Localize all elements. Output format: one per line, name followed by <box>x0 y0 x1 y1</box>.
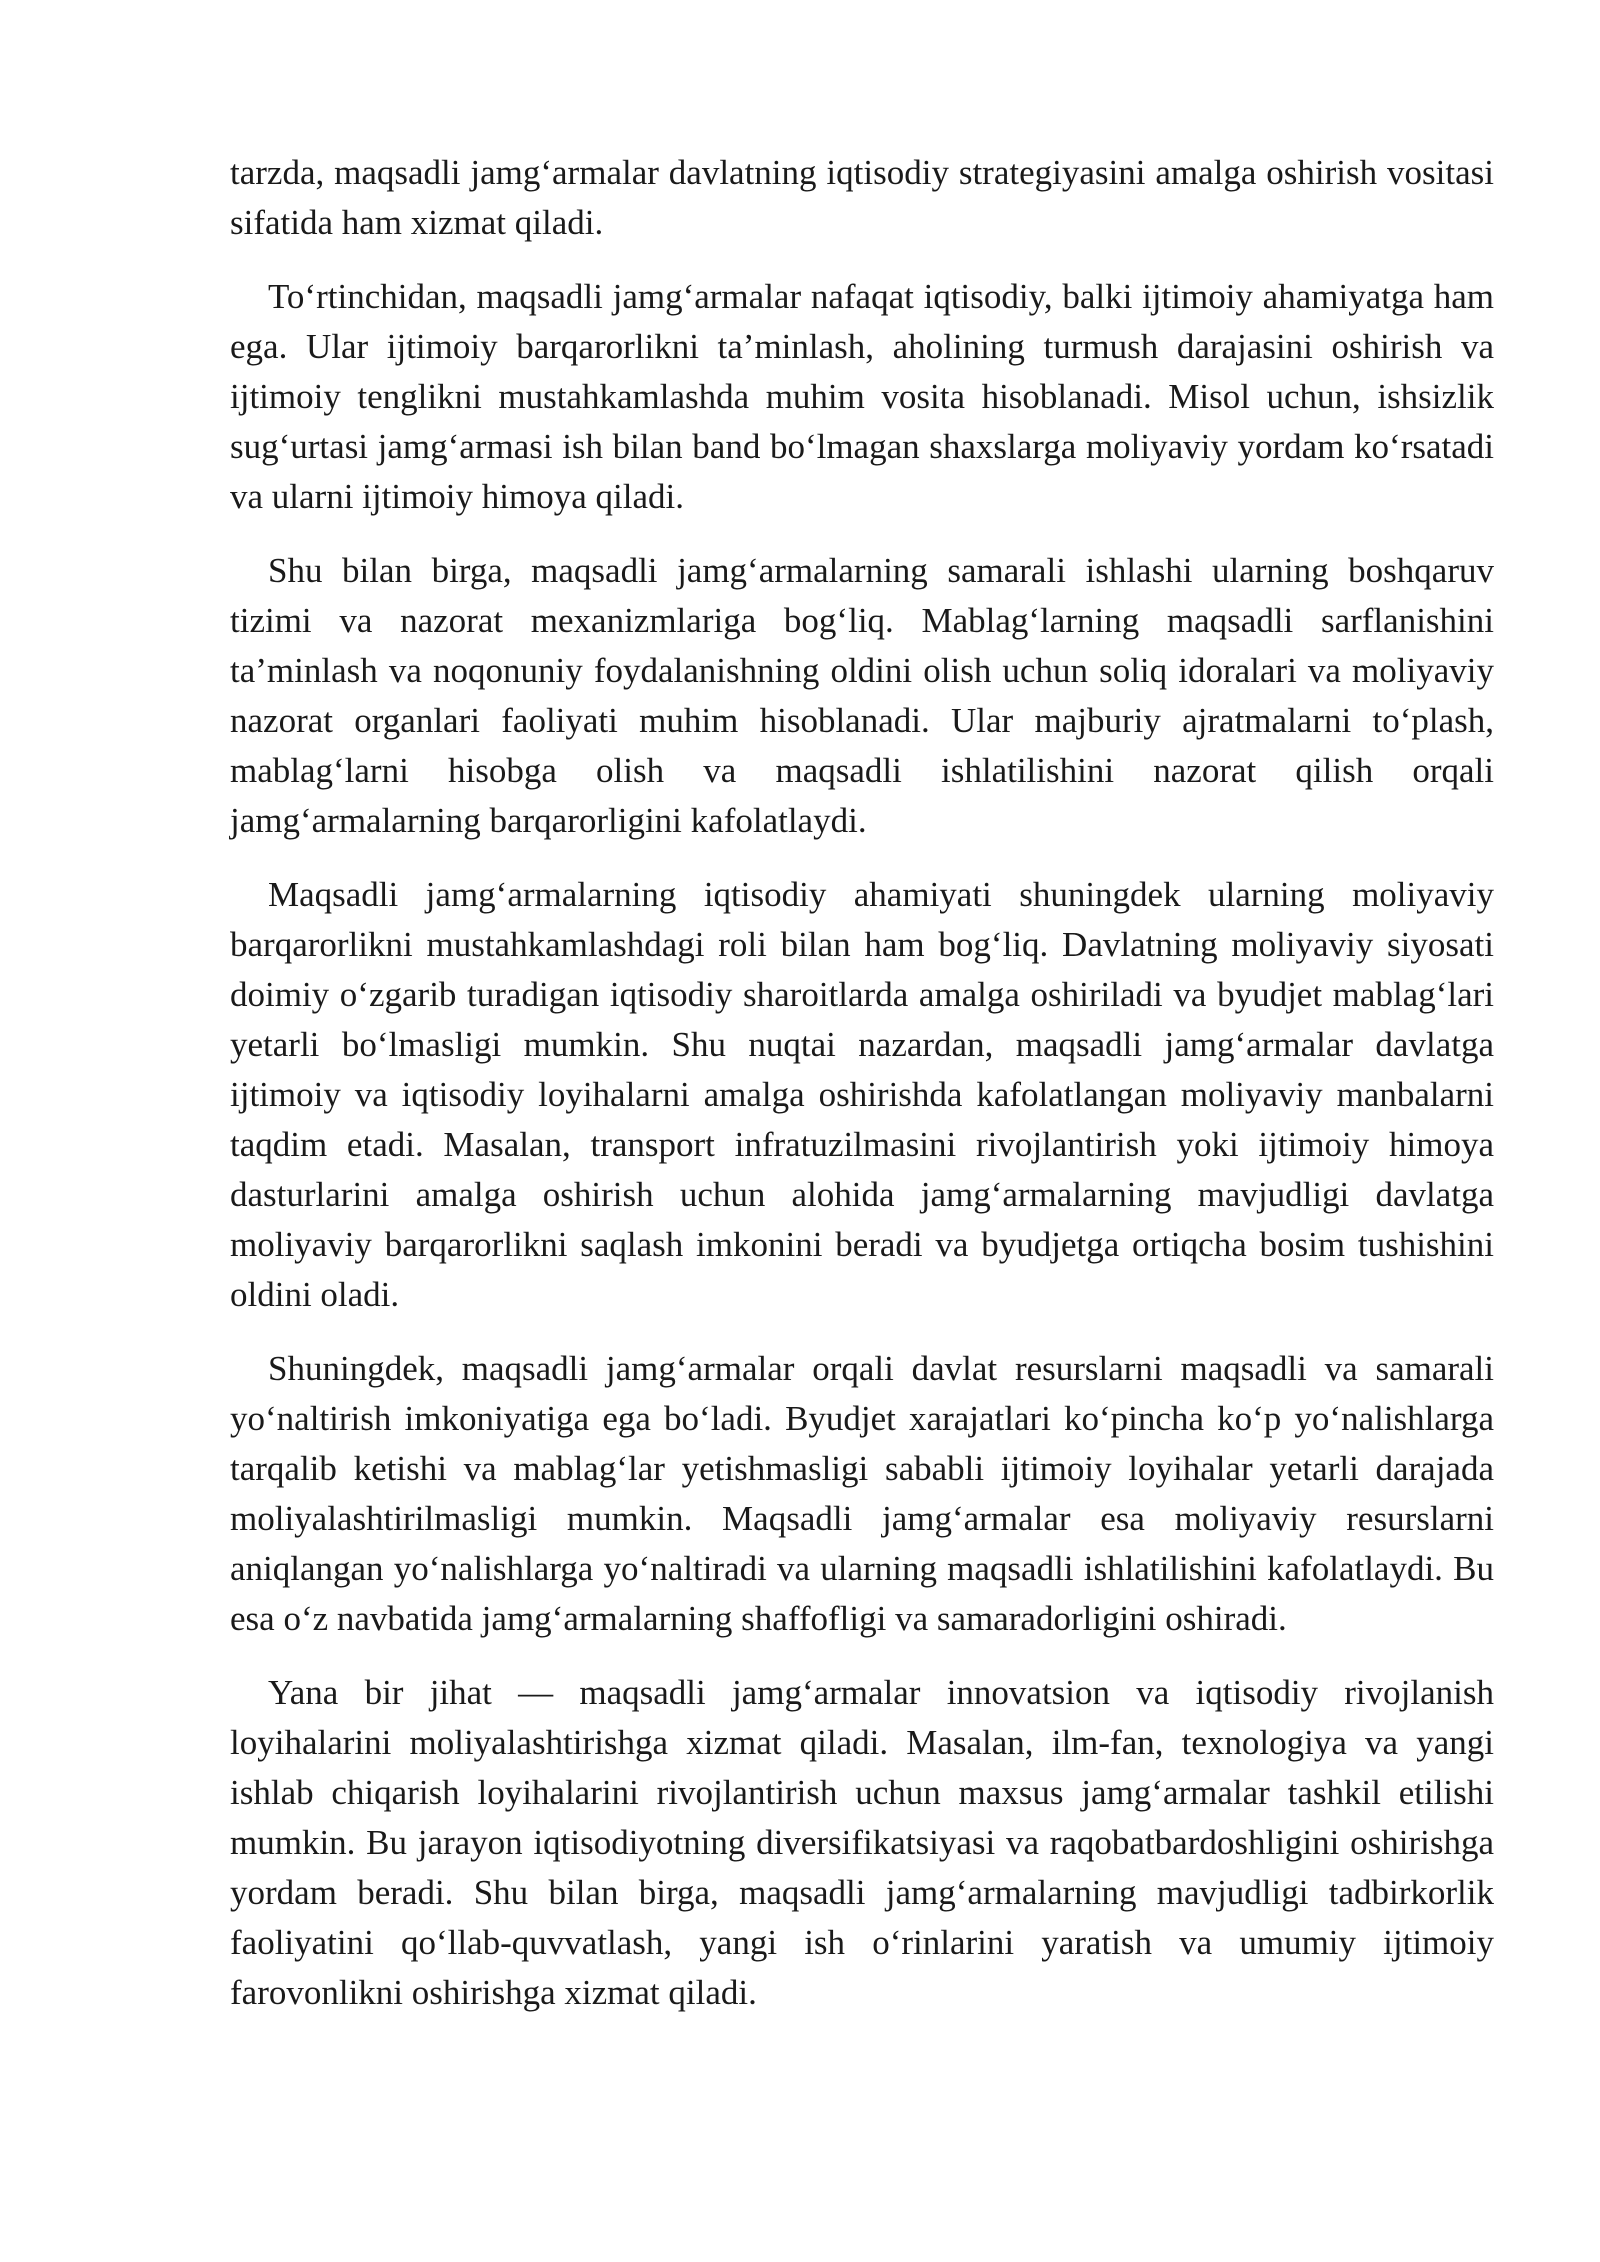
document-page <box>230 148 1494 2042</box>
paragraph-innovation: Yana bir jihat — maqsadli jamg‘armalar innovatsion va iqtisodiy rivojlanish loyihalarini moliyalashtirishga xizmat qiladi. Masalan, ilm-fan, texnologiya va yangi ishlab chiqarish loyihalarini rivojlantirish uchun maxsus jamg‘armalar tashkil etilishi mumkin. Bu jarayon iqtisodiyotning diversifikatsiyasi va raqobatbardoshligini oshirishga yordam beradi. Shu bilan birga, maqsadli jamg‘armalarning mavjudligi tadbirkorlik faoliyatini qo‘llab-quvvatlash, yangi ish o‘rinlarini yaratish va umumiy ijtimoiy farovonlikni oshirishga xizmat qiladi. <box>230 1673 1494 2012</box>
paragraph-social-significance: To‘rtinchidan, maqsadli jamg‘armalar nafaqat iqtisodiy, balki ijtimoiy ahamiyatga ham ega. Ular ijtimoiy barqarorlikni ta’minlash, aholining turmush darajasini oshirish va ijtimoiy tenglikni mustahkamlashda muhim vosita hisoblanadi. Misol uchun, ishsizlik sug‘urtasi jamg‘armasi ish bilan band bo‘lmagan shaxslarga moliyaviy yordam ko‘rsatadi va ularni ijtimoiy himoya qiladi. <box>230 277 1494 516</box>
paragraph-continuation: tarzda, maqsadli jamg‘armalar davlatning iqtisodiy strategiyasini amalga oshirish vositasi sifatida ham xizmat qiladi. <box>230 153 1494 242</box>
paragraph-management-control: Shu bilan birga, maqsadli jamg‘armalarning samarali ishlashi ularning boshqaruv tizimi va nazorat mexanizmlariga bog‘liq. Mablag‘larning maqsadli sarflanishini ta’minlash va noqonuniy foydalanishning oldini olish uchun soliq idoralari va moliyaviy nazorat organlari faoliyati muhim hisoblanadi. Ular majburiy ajratmalarni to‘plash, mablag‘larni hisobga olish va maqsadli ishlatilishini nazorat qilish orqali jamg‘armalarning barqarorligini kafolatlaydi. <box>230 551 1494 840</box>
paragraph-resource-allocation: Shuningdek, maqsadli jamg‘armalar orqali davlat resurslarni maqsadli va samarali yo‘naltirish imkoniyatiga ega bo‘ladi. Byudjet xarajatlari ko‘pincha ko‘p yo‘nalishlarga tarqalib ketishi va mablag‘lar yetishmasligi sababli ijtimoiy loyihalar yetarli darajada moliyalashtirilmasligi mumkin. Maqsadli jamg‘armalar esa moliyaviy resurslarni aniqlangan yo‘nalishlarga yo‘naltiradi va ularning maqsadli ishlatilishini kafolatlaydi. Bu esa o‘z navbatida jamg‘armalarning shaffofligi va samaradorligini oshiradi. <box>230 1349 1494 1638</box>
paragraph-financial-stability: Maqsadli jamg‘armalarning iqtisodiy ahamiyati shuningdek ularning moliyaviy barqarorlikni mustahkamlashdagi roli bilan ham bog‘liq. Davlatning moliyaviy siyosati doimiy o‘zgarib turadigan iqtisodiy sharoitlarda amalga oshiriladi va byudjet mablag‘lari yetarli bo‘lmasligi mumkin. Shu nuqtai nazardan, maqsadli jamg‘armalar davlatga ijtimoiy va iqtisodiy loyihalarni amalga oshirishda kafolatlangan moliyaviy manbalarni taqdim etadi. Masalan, transport infratuzilmasini rivojlantirish yoki ijtimoiy himoya dasturlarini amalga oshirish uchun alohida jamg‘armalarning mavjudligi davlatga moliyaviy barqarorlikni saqlash imkonini beradi va byudjetga ortiqcha bosim tushishini oldini oladi. <box>230 875 1494 1314</box>
